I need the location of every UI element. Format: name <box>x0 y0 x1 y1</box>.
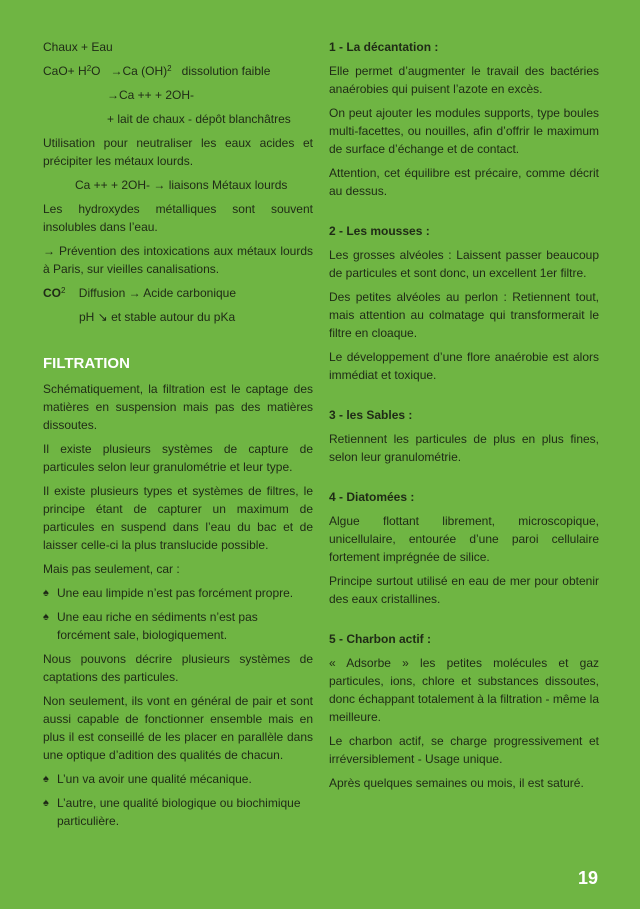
eq1-subscript: 2 <box>86 64 92 73</box>
diatomees-paragraph-2: Principe surtout utilisé en eau de mer pour obtenir des eaux cristallines. <box>329 574 599 606</box>
subsection-title-decantation: 1 - La décantation : <box>329 40 439 54</box>
ph-line: pH ↘ et stable autour du pKa <box>79 310 236 324</box>
eq1-subscript-2: 2 <box>167 64 172 73</box>
charbon-paragraph-1: « Adsorbe » les petites molécules et gaz particules, ions, chlore et substances dissoutes, donc échappant totalement à la filtration - même la meilleure. <box>329 656 599 724</box>
filtration-paragraph-4: Nous pouvons décrire plusieurs systèmes de captations des particules. <box>43 652 313 684</box>
filtration-paragraph-5: Non seulement, ils vont en général de pair et sont aussi capable de fonctionner ensemble mais en plus il est conseillé de les placer en parallèle dans une optique d’adition des qualités de chacun. <box>43 694 313 762</box>
bullet-item-1 <box>43 584 313 602</box>
bullet-item-2 <box>43 608 313 644</box>
chaux-title: Chaux + Eau <box>43 40 113 54</box>
eq1-arrow: → <box>110 64 123 78</box>
bullet-text-3: L’un va avoir une qualité mécanique. <box>57 772 252 786</box>
left-column <box>43 38 313 830</box>
bullet-icon: ♠ <box>43 611 49 623</box>
bullet-item-4 <box>43 794 313 830</box>
charbon-paragraph-3: Après quelques semaines ou mois, il est saturé. <box>329 776 584 790</box>
mousses-paragraph-1: Les grosses alvéoles : Laissent passer beaucoup de particules et sont donc, un excellent 1er filtre. <box>329 248 599 280</box>
equation-4: Ca ++ + 2OH- → liaisons Métaux lourds <box>75 178 288 192</box>
decantation-paragraph-2: On peut ajouter les modules supports, type boules multi-facettes, ou nouilles, afin d’offrir le maximum de surface d’échange et de contact. <box>329 106 599 156</box>
eq1-part-a: CaO+ H <box>43 64 87 78</box>
bullet-text-4: L’autre, une qualité biologique ou biochimique particulière. <box>57 796 301 828</box>
co2-subscript: 2 <box>61 286 66 295</box>
mousses-paragraph-2: Des petites alvéoles au perlon : Retiennent tout, mais attention au colmatage qui transformerait le filtre en cloaque. <box>329 290 599 340</box>
filtration-paragraph-3: Il existe plusieurs types et systèmes de filtres, le principe étant de capturer un maximum de particules en suspend dans l’eau du bac et de laisser celle-ci la plus translucide possible. <box>43 484 313 552</box>
section-title-filtration: FILTRATION <box>43 355 130 372</box>
hydroxydes-text: Les hydroxydes métalliques sont souvent insolubles dans l’eau. <box>43 202 313 234</box>
co2-text: Diffusion → Acide carbonique <box>78 286 237 300</box>
filtration-paragraph-2: Il existe plusieurs systèmes de capture de particules selon leur granulométrie et leur type. <box>43 442 313 474</box>
eq1-part-d: dissolution faible <box>181 64 271 78</box>
subsection-title-charbon: 5 - Charbon actif : <box>329 632 432 646</box>
decantation-paragraph-3: Attention, cet équilibre est précaire, comme décrit au dessus. <box>329 166 599 198</box>
page-number: 19 <box>577 868 598 888</box>
bullet-icon: ♠ <box>43 587 49 599</box>
eq1-part-b: O <box>91 64 101 78</box>
equation-1 <box>43 62 313 80</box>
usage-text: Utilisation pour neutraliser les eaux acides et précipiter les métaux lourds. <box>43 136 313 168</box>
mousses-paragraph-3: Le développement d’une flore anaérobie est alors immédiat et toxique. <box>329 350 599 382</box>
sables-paragraph-1: Retiennent les particules de plus en plus fines, selon leur granulométrie. <box>329 432 599 464</box>
subsection-title-diatomees: 4 - Diatomées : <box>329 490 415 504</box>
co2-line <box>43 284 313 302</box>
charbon-paragraph-2: Le charbon actif, se charge progressivement et irréversiblement - Usage unique. <box>329 734 599 766</box>
bullet-text-1: Une eau limpide n’est pas forcément propre. <box>57 586 294 600</box>
subsection-title-mousses: 2 - Les mousses : <box>329 224 430 238</box>
decantation-paragraph-1: Elle permet d’augmenter le travail des bactéries anaérobies qui puisent l’azote en excès. <box>329 64 599 96</box>
bullet-icon: ♠ <box>43 773 49 785</box>
bullet-text-2: Une eau riche en sédiments n’est pas forcément sale, biologiquement. <box>57 610 258 642</box>
equation-2: →Ca ++ + 2OH- <box>107 88 195 102</box>
filtration-paragraph-1: Schématiquement, la filtration est le captage des matières en suspension mais pas des matières dissoutes. <box>43 382 313 432</box>
co2-label: CO <box>43 286 61 300</box>
prevention-text: → Prévention des intoxications aux métaux lourds à Paris, sur vieilles canalisations. <box>43 244 313 276</box>
bullet-item-3 <box>43 770 313 788</box>
diatomees-paragraph-1: Algue flottant librement, microscopique, unicellulaire, entourée d’une paroi cellulaire fortement imprégnée de silice. <box>329 514 599 564</box>
equation-3: + lait de chaux - dépôt blanchâtres <box>107 112 291 126</box>
eq1-part-c: Ca (OH) <box>122 64 168 78</box>
bullet-icon: ♠ <box>43 797 49 809</box>
subsection-title-sables: 3 - les Sables : <box>329 408 413 422</box>
right-column <box>329 38 599 792</box>
mais-text: Mais pas seulement, car : <box>43 562 180 576</box>
